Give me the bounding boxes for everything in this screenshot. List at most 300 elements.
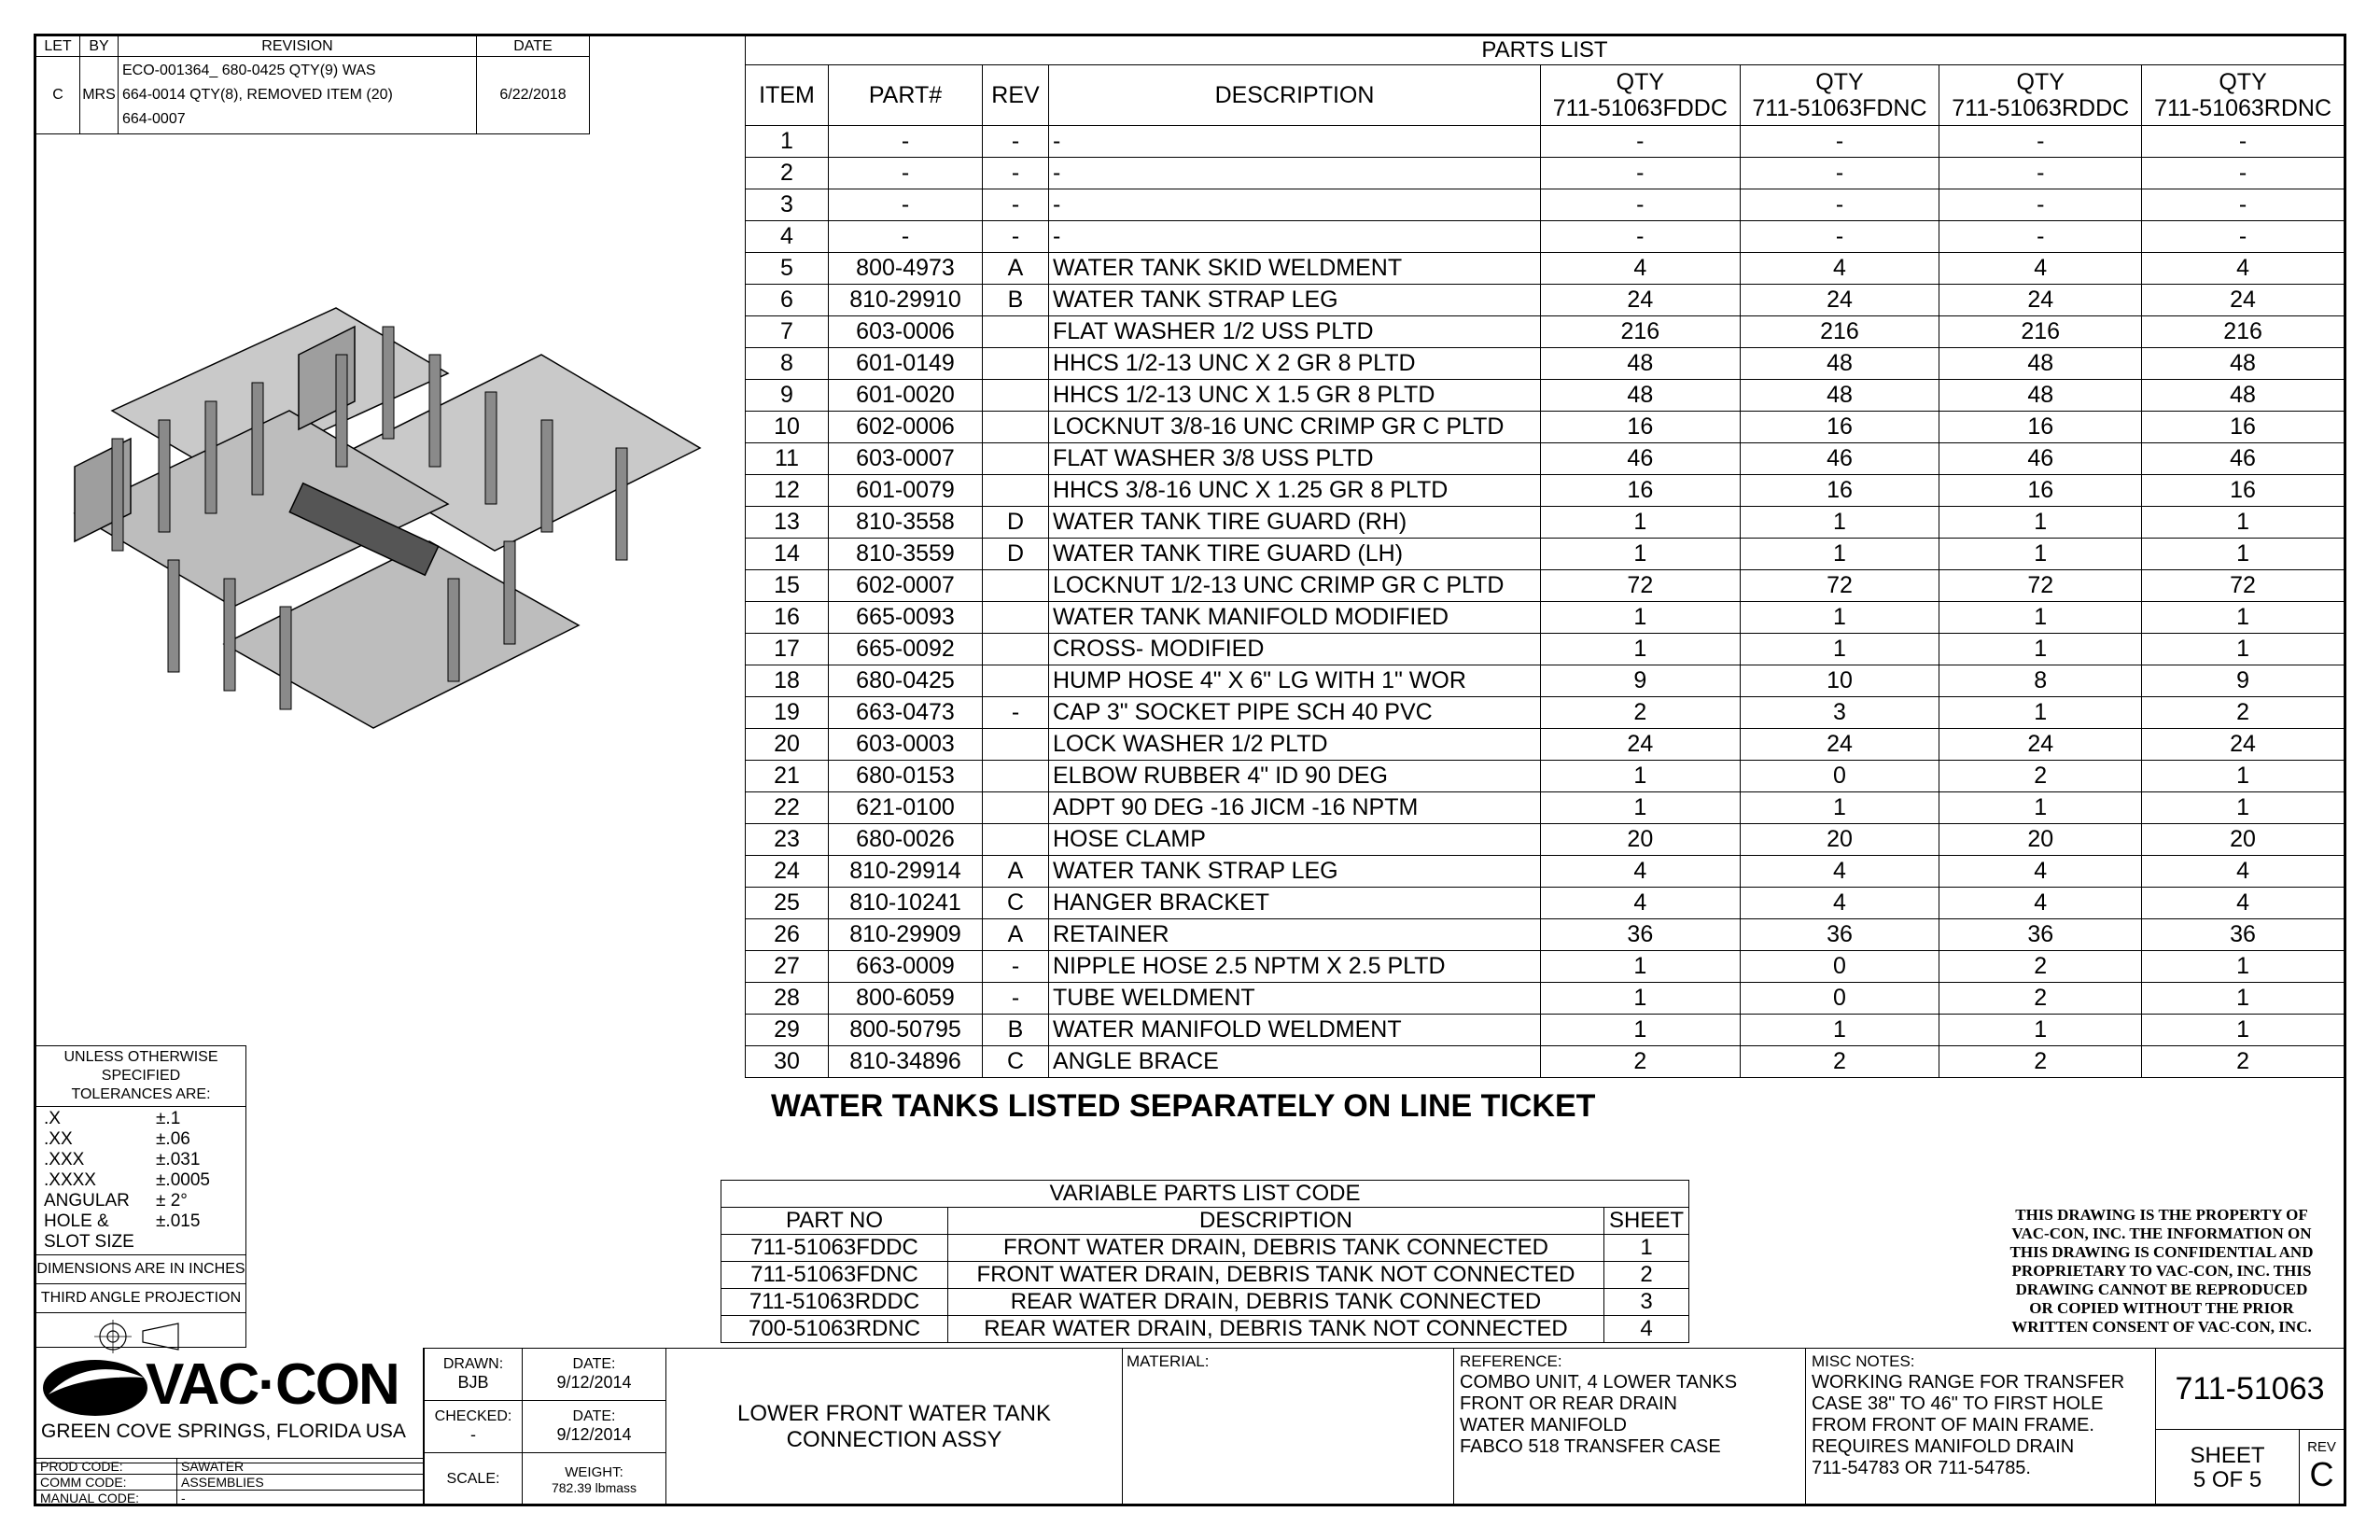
variable-parts-row [721, 1316, 1689, 1343]
part-description: FLAT WASHER 3/8 USS PLTD [1049, 443, 1541, 475]
col-qty-fdnc [1740, 65, 1939, 126]
part-description: ANGLE BRACE [1049, 1046, 1541, 1078]
qty-fddc: 1 [1541, 951, 1741, 983]
qty-fdnc: 1 [1740, 539, 1939, 570]
tol-key: SLOT SIZE [44, 1232, 134, 1252]
qty-fdnc: 16 [1740, 475, 1939, 507]
strap-leg [383, 327, 394, 439]
qty-variant: 711-51063RDDC [1952, 95, 2130, 121]
part-rev [983, 634, 1049, 665]
part-description: - [1049, 189, 1541, 221]
rev-col-revision: REVISION [119, 36, 477, 57]
item-number: 26 [746, 919, 829, 951]
variable-parts-row [721, 1262, 1689, 1289]
var-sheet: 4 [1604, 1316, 1689, 1343]
qty-fddc: 24 [1541, 285, 1741, 316]
qty-fddc: 36 [1541, 919, 1741, 951]
var-part-number: 711-51063FDDC [721, 1235, 948, 1262]
part-rev: A [983, 919, 1049, 951]
col-qty-rddc [1939, 65, 2142, 126]
qty-rdnc: 1 [2142, 634, 2345, 665]
qty-fdnc: 1 [1740, 602, 1939, 634]
part-rev [983, 412, 1049, 443]
var-part-number: 711-51063RDDC [721, 1289, 948, 1316]
parts-list-body [746, 126, 2345, 1078]
parts-row [746, 570, 2345, 602]
part-number: 810-29914 [829, 856, 983, 888]
parts-row [746, 412, 2345, 443]
qty-rddc: 2 [1939, 983, 2142, 1015]
qty-rdnc: 2 [2142, 1046, 2345, 1078]
qty-fdnc: 2 [1740, 1046, 1939, 1078]
qty-fddc: - [1541, 158, 1741, 189]
qty-fddc: 216 [1541, 316, 1741, 348]
strap-leg [252, 383, 263, 495]
qty-rddc: 48 [1939, 348, 2142, 380]
part-rev: A [983, 856, 1049, 888]
parts-row [746, 697, 2345, 729]
qty-fdnc: 0 [1740, 951, 1939, 983]
item-number: 12 [746, 475, 829, 507]
checked-date-cell [523, 1401, 666, 1453]
item-number: 10 [746, 412, 829, 443]
tolerance-heading-line: TOLERANCES ARE: [71, 1086, 211, 1102]
qty-rddc: 2 [1939, 951, 2142, 983]
qty-rddc: 1 [1939, 697, 2142, 729]
parts-row [746, 126, 2345, 158]
part-description: LOCK WASHER 1/2 PLTD [1049, 729, 1541, 761]
part-description: ADPT 90 DEG -16 JICM -16 NPTM [1049, 792, 1541, 824]
qty-variant: 711-51063RDNC [2154, 95, 2332, 121]
rev-col-date: DATE [477, 36, 590, 57]
qty-fddc: 72 [1541, 570, 1741, 602]
tol-key: .XXXX [44, 1170, 96, 1190]
parts-row [746, 475, 2345, 507]
part-rev [983, 792, 1049, 824]
approval-block [424, 1348, 666, 1506]
part-rev: C [983, 888, 1049, 919]
part-description: HHCS 1/2-13 UNC X 2 GR 8 PLTD [1049, 348, 1541, 380]
part-rev: - [983, 221, 1049, 253]
part-rev [983, 475, 1049, 507]
col-description: DESCRIPTION [1049, 65, 1541, 126]
part-description: CAP 3" SOCKET PIPE SCH 40 PVC [1049, 697, 1541, 729]
part-description: HHCS 1/2-13 UNC X 1.5 GR 8 PLTD [1049, 380, 1541, 412]
qty-rdnc: - [2142, 221, 2345, 253]
strap-leg [504, 541, 515, 644]
parts-row [746, 380, 2345, 412]
item-number: 22 [746, 792, 829, 824]
qty-rdnc: 1 [2142, 539, 2345, 570]
part-number: 665-0092 [829, 634, 983, 665]
parts-row [746, 507, 2345, 539]
code-value: ASSEMBLIES [177, 1475, 424, 1491]
vac-con-swoosh-icon [39, 1355, 151, 1421]
qty-rdnc: 2 [2142, 697, 2345, 729]
qty-fddc: 1 [1541, 539, 1741, 570]
qty-rdnc: 36 [2142, 919, 2345, 951]
item-number: 30 [746, 1046, 829, 1078]
parts-row [746, 348, 2345, 380]
variable-parts-title: VARIABLE PARTS LIST CODE [721, 1181, 1689, 1208]
qty-rddc: 24 [1939, 729, 2142, 761]
misc-notes-label: MISC NOTES: [1812, 1352, 1915, 1370]
qty-fdnc: 16 [1740, 412, 1939, 443]
part-description: FLAT WASHER 1/2 USS PLTD [1049, 316, 1541, 348]
part-number: 601-0079 [829, 475, 983, 507]
qty-fddc: - [1541, 126, 1741, 158]
variable-parts-row [721, 1289, 1689, 1316]
part-number: 680-0153 [829, 761, 983, 792]
company-location: GREEN COVE SPRINGS, FLORIDA USA [41, 1421, 406, 1442]
parts-row [746, 792, 2345, 824]
part-description: ELBOW RUBBER 4" ID 90 DEG [1049, 761, 1541, 792]
col-qty-rdnc [2142, 65, 2345, 126]
part-number: 603-0007 [829, 443, 983, 475]
var-description: REAR WATER DRAIN, DEBRIS TANK NOT CONNECTED [948, 1316, 1604, 1343]
reference-label: REFERENCE: [1460, 1352, 1562, 1370]
col-qty-fddc [1541, 65, 1741, 126]
water-tanks-note: WATER TANKS LISTED SEPARATELY ON LINE TICKET [771, 1088, 1596, 1124]
item-number: 29 [746, 1015, 829, 1046]
qty-fddc: 48 [1541, 348, 1741, 380]
item-number: 8 [746, 348, 829, 380]
parts-row [746, 951, 2345, 983]
part-rev [983, 761, 1049, 792]
part-number: 680-0026 [829, 824, 983, 856]
part-description: WATER TANK TIRE GUARD (LH) [1049, 539, 1541, 570]
part-number: 602-0007 [829, 570, 983, 602]
checked-by: - [470, 1425, 476, 1444]
parts-list-title: PARTS LIST [746, 36, 2345, 65]
part-number: - [829, 189, 983, 221]
title-line: LOWER FRONT WATER TANK [736, 1401, 1051, 1426]
qty-fddc: 16 [1541, 412, 1741, 443]
variable-parts-row [721, 1235, 1689, 1262]
part-number: 663-0473 [829, 697, 983, 729]
rev-col-by: BY [80, 36, 119, 57]
var-col-part: PART NO [721, 1208, 948, 1235]
qty-rddc: 1 [1939, 507, 2142, 539]
qty-rddc: 4 [1939, 253, 2142, 285]
qty-rddc: - [1939, 158, 2142, 189]
qty-fddc: 20 [1541, 824, 1741, 856]
qty-fddc: 1 [1541, 761, 1741, 792]
rev-line: 664-0007 [122, 111, 186, 127]
item-number: 15 [746, 570, 829, 602]
strap-leg [168, 560, 179, 672]
qty-fdnc: 24 [1740, 729, 1939, 761]
item-number: 5 [746, 253, 829, 285]
part-rev: B [983, 1015, 1049, 1046]
qty-rdnc: 20 [2142, 824, 2345, 856]
var-description: FRONT WATER DRAIN, DEBRIS TANK CONNECTED [948, 1235, 1604, 1262]
rev-block [2299, 1429, 2345, 1506]
misc-note-line: FROM FRONT OF MAIN FRAME. [1812, 1415, 2094, 1435]
qty-fdnc: 1 [1740, 1015, 1939, 1046]
qty-fddc: 4 [1541, 856, 1741, 888]
strap-leg [336, 355, 347, 467]
part-description: LOCKNUT 3/8-16 UNC CRIMP GR C PLTD [1049, 412, 1541, 443]
tol-key: ANGULAR [44, 1191, 130, 1211]
qty-rdnc: - [2142, 189, 2345, 221]
part-rev [983, 380, 1049, 412]
part-rev: - [983, 158, 1049, 189]
part-rev: - [983, 951, 1049, 983]
part-number: 810-29909 [829, 919, 983, 951]
qty-fddc: 1 [1541, 983, 1741, 1015]
part-number: 810-3559 [829, 539, 983, 570]
qty-rdnc: - [2142, 158, 2345, 189]
item-number: 20 [746, 729, 829, 761]
qty-rddc: 20 [1939, 824, 2142, 856]
var-sheet: 2 [1604, 1262, 1689, 1289]
reference-line: FRONT OR REAR DRAIN [1460, 1393, 1677, 1414]
part-number: - [829, 221, 983, 253]
part-description: WATER TANK SKID WELDMENT [1049, 253, 1541, 285]
strap-leg [224, 579, 235, 691]
part-number: 603-0006 [829, 316, 983, 348]
notice-line: VAC-CON, INC. THE INFORMATION ON [2011, 1225, 2312, 1242]
item-number: 7 [746, 316, 829, 348]
qty-rddc: 48 [1939, 380, 2142, 412]
item-number: 25 [746, 888, 829, 919]
part-number: 680-0425 [829, 665, 983, 697]
item-number: 21 [746, 761, 829, 792]
reference-block [1453, 1348, 1806, 1506]
var-part-number: 700-51063RDNC [721, 1316, 948, 1343]
item-number: 1 [746, 126, 829, 158]
qty-fdnc: - [1740, 158, 1939, 189]
item-number: 24 [746, 856, 829, 888]
notice-line: THIS DRAWING IS THE PROPERTY OF [2015, 1206, 2308, 1224]
qty-rddc: 2 [1939, 761, 2142, 792]
part-rev [983, 824, 1049, 856]
part-number: 621-0100 [829, 792, 983, 824]
part-description: HHCS 3/8-16 UNC X 1.25 GR 8 PLTD [1049, 475, 1541, 507]
material-label: MATERIAL: [1127, 1352, 1210, 1370]
qty-rddc: 1 [1939, 634, 2142, 665]
misc-note-line: 711-54783 OR 711-54785. [1812, 1458, 2031, 1478]
qty-fdnc: - [1740, 221, 1939, 253]
qty-fdnc: 36 [1740, 919, 1939, 951]
parts-row [746, 285, 2345, 316]
parts-row [746, 443, 2345, 475]
strap-leg [205, 401, 217, 513]
qty-rdnc: 48 [2142, 348, 2345, 380]
qty-rdnc: 216 [2142, 316, 2345, 348]
title-line: CONNECTION ASSY [786, 1427, 1002, 1452]
qty-fdnc: 48 [1740, 348, 1939, 380]
part-rev: A [983, 253, 1049, 285]
part-description: - [1049, 158, 1541, 189]
scale-label: SCALE: [425, 1453, 523, 1506]
code-label: PROD CODE: [36, 1459, 177, 1475]
qty-fddc: 48 [1541, 380, 1741, 412]
part-number: 665-0093 [829, 602, 983, 634]
qty-rdnc: 4 [2142, 856, 2345, 888]
parts-row [746, 919, 2345, 951]
notice-line: DRAWING CANNOT BE REPRODUCED [2015, 1281, 2308, 1298]
part-description: WATER TANK STRAP LEG [1049, 285, 1541, 316]
tolerance-grid [36, 1107, 245, 1254]
part-number: 800-4973 [829, 253, 983, 285]
drawn-date: 9/12/2014 [556, 1373, 632, 1392]
part-number: - [829, 158, 983, 189]
qty-fddc: 2 [1541, 1046, 1741, 1078]
part-rev [983, 729, 1049, 761]
rev-col-let: LET [36, 36, 80, 57]
qty-fdnc: 4 [1740, 856, 1939, 888]
var-col-desc: DESCRIPTION [948, 1208, 1604, 1235]
var-description: REAR WATER DRAIN, DEBRIS TANK CONNECTED [948, 1289, 1604, 1316]
parts-row [746, 761, 2345, 792]
qty-fddc: 46 [1541, 443, 1741, 475]
var-col-sheet: SHEET [1604, 1208, 1689, 1235]
strap-leg [159, 420, 170, 532]
qty-variant: 711-51063FDDC [1552, 95, 1728, 121]
part-number: 663-0009 [829, 951, 983, 983]
reference-line: COMBO UNIT, 4 LOWER TANKS [1460, 1372, 1738, 1393]
part-rev [983, 348, 1049, 380]
qty-rdnc: 1 [2142, 507, 2345, 539]
col-item: ITEM [746, 65, 829, 126]
tol-key: HOLE & [44, 1211, 109, 1231]
qty-rdnc: 1 [2142, 1015, 2345, 1046]
part-number: 601-0149 [829, 348, 983, 380]
item-number: 27 [746, 951, 829, 983]
part-description: WATER TANK TIRE GUARD (RH) [1049, 507, 1541, 539]
item-number: 17 [746, 634, 829, 665]
parts-row [746, 253, 2345, 285]
qty-label: QTY [1616, 69, 1665, 95]
notice-line: OR COPIED WITHOUT THE PRIOR [2029, 1299, 2294, 1317]
checked-label: CHECKED: [434, 1408, 512, 1424]
qty-rdnc: 72 [2142, 570, 2345, 602]
qty-fdnc: 0 [1740, 983, 1939, 1015]
qty-rddc: 1 [1939, 792, 2142, 824]
var-sheet: 1 [1604, 1235, 1689, 1262]
qty-fdnc: 24 [1740, 285, 1939, 316]
qty-fdnc: 4 [1740, 253, 1939, 285]
rev-description [119, 57, 477, 134]
misc-notes-block [1805, 1348, 2156, 1506]
qty-fddc: 4 [1541, 888, 1741, 919]
tol-value: ±.031 [156, 1150, 201, 1169]
part-rev: C [983, 1046, 1049, 1078]
qty-rdnc: 1 [2142, 792, 2345, 824]
qty-rddc: 1 [1939, 539, 2142, 570]
item-number: 18 [746, 665, 829, 697]
qty-rddc: 36 [1939, 919, 2142, 951]
qty-rdnc: 4 [2142, 253, 2345, 285]
qty-rdnc: 48 [2142, 380, 2345, 412]
qty-fdnc: 46 [1740, 443, 1939, 475]
part-rev [983, 316, 1049, 348]
qty-rdnc: 24 [2142, 285, 2345, 316]
tol-key: .XXX [44, 1150, 85, 1169]
parts-row [746, 983, 2345, 1015]
tol-key: .XX [44, 1129, 73, 1149]
qty-fddc: 1 [1541, 634, 1741, 665]
part-description: WATER TANK MANIFOLD MODIFIED [1049, 602, 1541, 634]
qty-rdnc: 1 [2142, 602, 2345, 634]
item-number: 9 [746, 380, 829, 412]
parts-row [746, 856, 2345, 888]
qty-rddc: 8 [1939, 665, 2142, 697]
part-number: 810-34896 [829, 1046, 983, 1078]
sheet-label: SHEET [2190, 1442, 2265, 1468]
strap-leg [280, 607, 291, 709]
tolerance-heading-line: UNLESS OTHERWISE SPECIFIED [63, 1049, 218, 1084]
part-rev: D [983, 539, 1049, 570]
item-number: 13 [746, 507, 829, 539]
part-number: 602-0006 [829, 412, 983, 443]
qty-rddc: 16 [1939, 412, 2142, 443]
qty-rddc: 1 [1939, 602, 2142, 634]
qty-fddc: - [1541, 221, 1741, 253]
reference-line: WATER MANIFOLD [1460, 1415, 1627, 1435]
qty-label: QTY [2016, 69, 2065, 95]
qty-rdnc: 1 [2142, 983, 2345, 1015]
company-logo-text: VAC·CON [146, 1352, 399, 1417]
item-number: 28 [746, 983, 829, 1015]
qty-rddc: 216 [1939, 316, 2142, 348]
part-description: RETAINER [1049, 919, 1541, 951]
col-rev: REV [983, 65, 1049, 126]
tol-key: .X [44, 1109, 61, 1128]
qty-fdnc: 20 [1740, 824, 1939, 856]
notice-line: THIS DRAWING IS CONFIDENTIAL AND [2009, 1243, 2314, 1261]
qty-fdnc: - [1740, 126, 1939, 158]
part-description: HOSE CLAMP [1049, 824, 1541, 856]
revision-row [36, 57, 590, 134]
qty-fdnc: 1 [1740, 507, 1939, 539]
reference-line: FABCO 518 TRANSFER CASE [1460, 1436, 1721, 1457]
qty-fddc: 9 [1541, 665, 1741, 697]
qty-rddc: 4 [1939, 856, 2142, 888]
part-rev: - [983, 126, 1049, 158]
part-number: 810-10241 [829, 888, 983, 919]
qty-fdnc: - [1740, 189, 1939, 221]
part-description: HANGER BRACKET [1049, 888, 1541, 919]
part-number: 810-29910 [829, 285, 983, 316]
sheet-number: 5 OF 5 [2192, 1466, 2262, 1492]
material-block [1122, 1348, 1454, 1506]
part-rev [983, 602, 1049, 634]
misc-note-line: WORKING RANGE FOR TRANSFER [1812, 1372, 2125, 1393]
dimension-units: DIMENSIONS ARE IN INCHES [36, 1254, 245, 1283]
qty-rddc: - [1939, 221, 2142, 253]
tol-value: ±.0005 [156, 1170, 210, 1190]
parts-row [746, 888, 2345, 919]
drawn-label: DRAWN: [442, 1356, 504, 1372]
parts-row [746, 221, 2345, 253]
col-part: PART# [829, 65, 983, 126]
qty-rddc: 1 [1939, 1015, 2142, 1046]
qty-rddc: - [1939, 126, 2142, 158]
qty-rdnc: 16 [2142, 412, 2345, 443]
rev-line: 664-0014 QTY(8), REMOVED ITEM (20) [122, 87, 393, 103]
tol-value: ± 2° [156, 1191, 188, 1211]
code-label: COMM CODE: [36, 1475, 177, 1491]
misc-note-line: REQUIRES MANIFOLD DRAIN [1812, 1436, 2075, 1457]
part-number: 810-3558 [829, 507, 983, 539]
part-number: 601-0020 [829, 380, 983, 412]
qty-rdnc: 1 [2142, 951, 2345, 983]
qty-rddc: 2 [1939, 1046, 2142, 1078]
part-rev: D [983, 507, 1049, 539]
